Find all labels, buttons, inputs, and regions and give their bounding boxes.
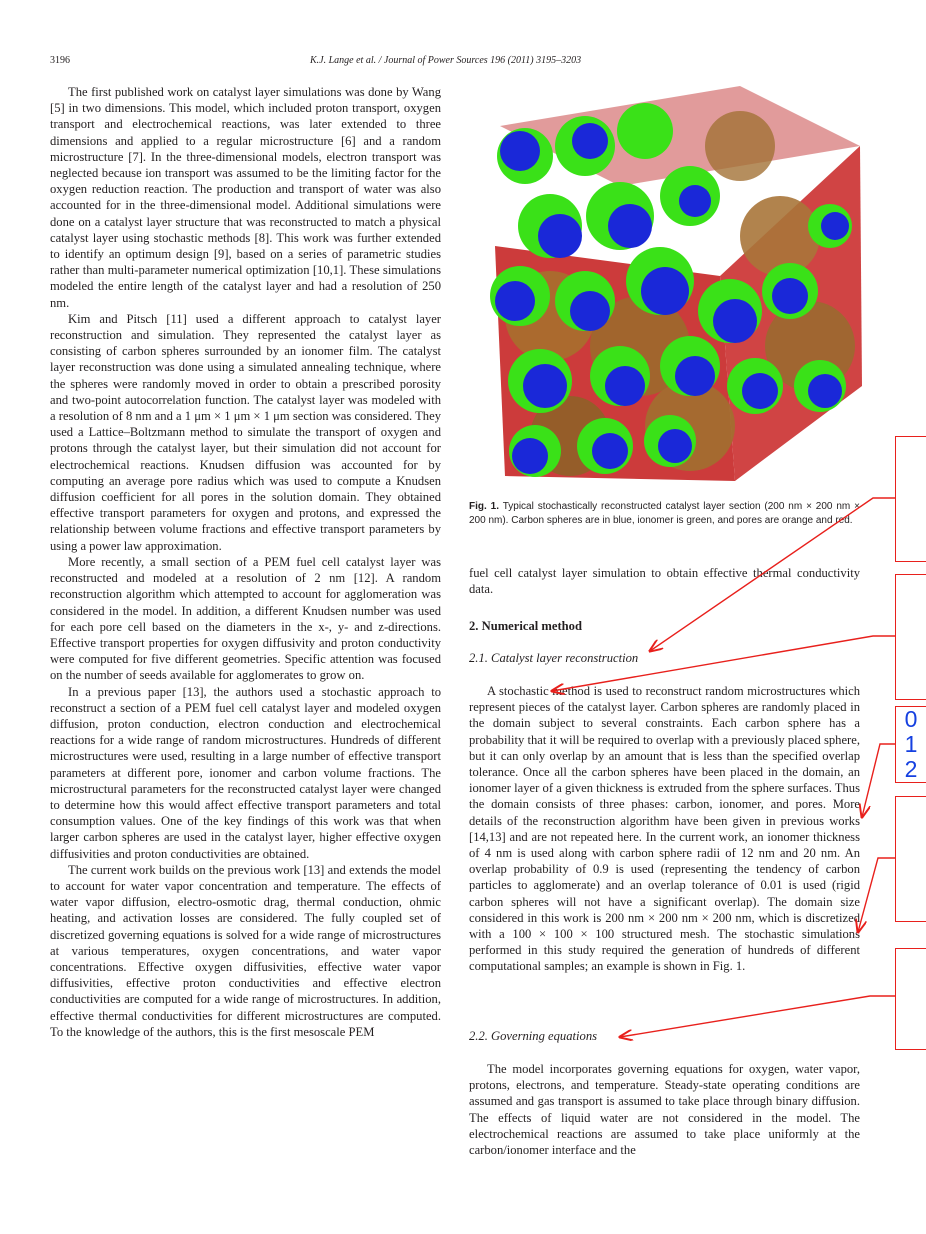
annotation-arrow xyxy=(862,744,895,817)
reconstruction-text xyxy=(469,683,860,975)
annotation-digit: 1 xyxy=(904,731,918,757)
annotation-digits-box xyxy=(895,706,926,783)
annotation-arrow xyxy=(620,996,895,1037)
caption-text: Typical stochastically reconstructed catalyst layer section (200 nm × 200 nm × 200 nm). Carbon spheres are in blue, ionomer is green, and pores are orange and red. xyxy=(469,501,860,526)
annotation-box xyxy=(895,574,926,700)
paragraph: The current work builds on the previous work [13] and extends the model to account for water vapor concentration and temperature. The effects of water vapor diffusion, electro-osmotic drag, thermal conduction, ohmic heating, and activation losses are considered. The fully coupled set of discretized governing equations is solved for a wide range of microstructures at various temperatures, oxygen concentrations, and water vapor concentrations. Effective oxygen diffusivities, effective water vapor diffusivities, effective proton conductivities and effective electron conductivities are computed for a wide range of microstructures. In addition, effective thermal conductivities for different microstructures are computed. To the knowledge of the authors, this is the first mesoscale PEM xyxy=(50,862,441,1039)
paragraph: The model incorporates governing equations for oxygen, water vapor, protons, electrons, and temperature. Steady-state operating conditions are assumed and gas transport is assumed to take place through binary diffusion. The effects of liquid water are not considered in the model. The electrochemical reactions are assumed to take place uniformly at the carbon/ionomer interface and the xyxy=(469,1062,860,1158)
paragraph: Kim and Pitsch [11] used a different approach to catalyst layer reconstruction and simulation. They represented the catalyst layer as consisting of carbon spheres surrounded by an ionomer film. The catalyst layer reconstruction was done using a simulated annealing technique, where the spheres were randomly moved in order to obtain a prescribed porosity and two-point autocorrelation function. The catalyst layer was modeled with a resolution of 8 nm and a 1 μm × 1 μm × 1 μm section was considered. They used a Lattice–Boltzmann method to simulate the transport of oxygen and protons through the catalyst layer, but their simulation did not account for electrochemical reactions. Knudsen diffusion was accounted for by computing an average pore radius which was used to compute a Knudsen diffusion coefficient for all pores in the solution domain. They obtained effective transport parameters for oxygen and protons, and expressed the relationship between volume fractions and effective transport parameters by using a power law approximation. xyxy=(50,311,441,553)
annotation-box xyxy=(895,796,926,922)
paragraph: More recently, a small section of a PEM fuel cell catalyst layer was reconstructed and modeled at a resolution of 2 nm [12]. A random reconstruction algorithm which attempted to account for agglomeration was considered in the model. In addition, a different Knudsen number was used for each pore cell based on the diameters in the x-, y- and z-directions. Effective transport properties for oxygen diffusivity and proton conductivity were computed for five different geometries. Specific attention was focused on the number of seeds available for agglomerates to grow on. xyxy=(50,554,441,683)
left-column xyxy=(50,84,441,1040)
subsection-heading-governing: 2.2. Governing equations xyxy=(469,1029,598,1043)
running-head: K.J. Lange et al. / Journal of Power Sources 196 (2011) 3195–3203 xyxy=(310,55,582,66)
paragraph: The first published work on catalyst layer simulations was done by Wang [5] in two dimensions. This model, which included proton transport, oxygen transport and electrochemical reactions, was later extended to three dimensions and applied to a regular microstructure [6] and a random microstructure [7]. In the three-dimensional models, electron transport was neglected because ion transport was assumed to be the limiting factor for the oxygen reduction reaction. The production and transport of water was also accounted for in the three-dimensional model. Additional simulations were done on a catalyst layer structure that was reconstructed to match a physical catalyst layer using stochastic methods [8]. This work was further extended to identify an optimum design [9], based on a series of parametric studies rather than multi-parameter numerical optimization [10,1]. These simulations modeled the entire length of the catalyst layer and had a resolution of 250 nm. xyxy=(50,85,441,310)
paragraph: fuel cell catalyst layer simulation to obtain effective thermal conductivity data. xyxy=(469,566,860,597)
paragraph: In a previous paper [13], the authors used a stochastic approach to reconstruct a section of a PEM fuel cell catalyst layer and modeled oxygen diffusion, proton conduction, electron conduction and electrochemical reactions for a wide range of random microstructures. Hundreds of different microstructures were used, resulting in a large number of effective transport parameters at different pore, ionomer and carbon volume fractions. The microstructural parameters for the reconstructed catalyst layer were changed to determine how this would affect effective transport parameters and total consumption values. One of the key findings of this work was that when larger carbon spheres are used in the catalyst layer, higher effective oxygen diffusivities and proton conductivities are obtained. xyxy=(50,684,441,861)
figure-caption xyxy=(469,500,860,527)
section-heading: 2. Numerical method xyxy=(469,619,582,633)
paragraph: A stochastic method is used to reconstruct random microstructures which represent pieces of the catalyst layer. Carbon spheres are randomly placed in the domain subject to several constraints. Each carbon sphere has a probability that it will be required to overlap with a previously placed sphere, but it can only overlap by an amount that is less than the specified overlap tolerance. Once all the carbon spheres have been placed in the domain, an ionomer layer of a given thickness is extruded from the sphere surfaces. Thus the domain consists of three phases: carbon, ionomer, and pores. More details of the reconstruction algorithm have been given in previous works [14,13] and are not repeated here. In the current work, an ionomer thickness of 4 nm is used along with carbon sphere radii of 12 nm and 20 nm. An overlap probability of 0.9 is used (representing the tendency of carbon particles to agglomerate) and an overlap tolerance of 0.01 is used (rigid carbon spheres will not have a significant overlap). The domain size considered in this work is 200 nm × 200 nm × 200 nm, which is discretized with a 100 × 100 × 100 structured mesh. The stochastic simulations performed in this study required the generation of hundreds of different computational samples; an example is shown in Fig. 1. xyxy=(469,684,860,974)
annotation-box xyxy=(895,436,926,562)
annotation-box xyxy=(895,948,926,1050)
annotation-digit: 2 xyxy=(904,756,918,782)
subsection-heading-reconstruction: 2.1. Catalyst layer reconstruction xyxy=(469,651,639,665)
annotation-digit: 0 xyxy=(904,706,918,732)
page-number: 3196 xyxy=(50,55,70,66)
annotation-arrow xyxy=(858,858,895,932)
caption-label: Fig. 1. xyxy=(469,501,499,512)
continuation-text xyxy=(469,565,860,597)
catalyst-layer-figure xyxy=(490,86,865,486)
governing-text xyxy=(469,1061,860,1158)
